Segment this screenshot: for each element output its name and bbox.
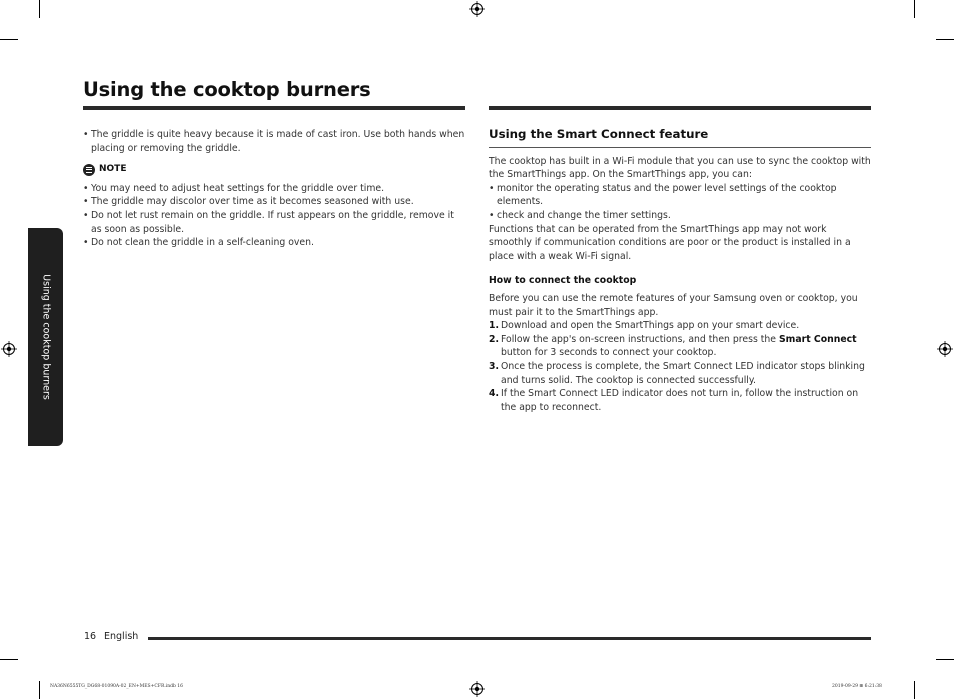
- list-item: • You may need to adjust heat settings for the griddle over time.: [83, 182, 385, 194]
- registration-mark-icon: [469, 681, 485, 697]
- step-item: 1. Download and open the SmartThings app on your smart device.: [489, 320, 800, 332]
- title-rule-right: [489, 106, 871, 110]
- step-item: 4. If the Smart Connect LED indicator does not turn in, follow the instruction on the app to reconnect.: [489, 388, 859, 413]
- section-intro: The cooktop has built in a Wi-Fi module that you can use to sync the cooktop with the SmartThings app. On the SmartThings app, you can:: [489, 155, 871, 181]
- list-item: • check and change the timer settings.: [489, 209, 671, 221]
- crop-mark: [936, 659, 954, 660]
- list-item: • Do not clean the griddle in a self-cleaning oven.: [83, 237, 314, 249]
- section-paragraph: Functions that can be operated from the SmartThings app may not work smoothly if communication conditions are poor or the product is installed in a place with a weak Wi-Fi signal.: [489, 223, 851, 262]
- footer-language: English: [104, 631, 139, 642]
- crop-mark: [0, 659, 18, 660]
- footer-rule: [148, 637, 871, 640]
- side-tab-label: Using the cooktop burners: [40, 274, 51, 400]
- smart-connect-label: Smart Connect: [778, 333, 857, 345]
- side-tab: [28, 228, 63, 446]
- right-column: [489, 128, 871, 414]
- step-item: 2. Follow the app's on-screen instructions, and then press the Smart Connect button for 3 seconds to connect your cooktop.: [489, 333, 857, 359]
- crop-mark: [936, 39, 954, 40]
- print-slug-date: 2019-09-29 ⊞ 6:21:38: [832, 684, 882, 689]
- registration-mark-icon: [937, 341, 953, 357]
- section-heading: Using the Smart Connect feature: [489, 128, 871, 148]
- page-number: 16: [84, 631, 97, 642]
- subsection-heading: How to connect the cooktop: [489, 275, 637, 287]
- crop-mark: [39, 681, 40, 699]
- list-item: • Do not let rust remain on the griddle. If rust appears on the griddle, remove it as soon as possible.: [83, 209, 454, 235]
- list-item: • The griddle is quite heavy because it is made of cast iron. Use both hands when placing or removing the griddle.: [83, 129, 465, 154]
- list-item: • monitor the operating status and the power level settings of the cooktop elements.: [489, 182, 837, 208]
- note-icon: [83, 164, 95, 176]
- crop-mark: [914, 681, 915, 699]
- crop-mark: [39, 0, 40, 18]
- left-column: [83, 128, 465, 250]
- crop-mark: [914, 0, 915, 18]
- note-header: [83, 163, 465, 177]
- connect-intro: Before you can use the remote features of your Samsung oven or cooktop, you must pair it to the SmartThings app.: [489, 292, 858, 318]
- title-rule-left: [83, 106, 465, 110]
- registration-mark-icon: [469, 1, 485, 17]
- page-title: Using the cooktop burners: [83, 78, 371, 101]
- step-item: 3. Once the process is complete, the Smart Connect LED indicator stops blinking and turns solid. The cooktop is connected successfully.: [489, 360, 865, 386]
- list-item: • The griddle may discolor over time as it becomes seasoned with use.: [83, 196, 414, 208]
- crop-mark: [0, 39, 18, 40]
- registration-mark-icon: [1, 341, 17, 357]
- print-slug-file: NA36N6555TG_DG68-01090A-02_EN+MES+CFR.indb 16: [50, 684, 184, 689]
- note-label: NOTE: [99, 164, 127, 175]
